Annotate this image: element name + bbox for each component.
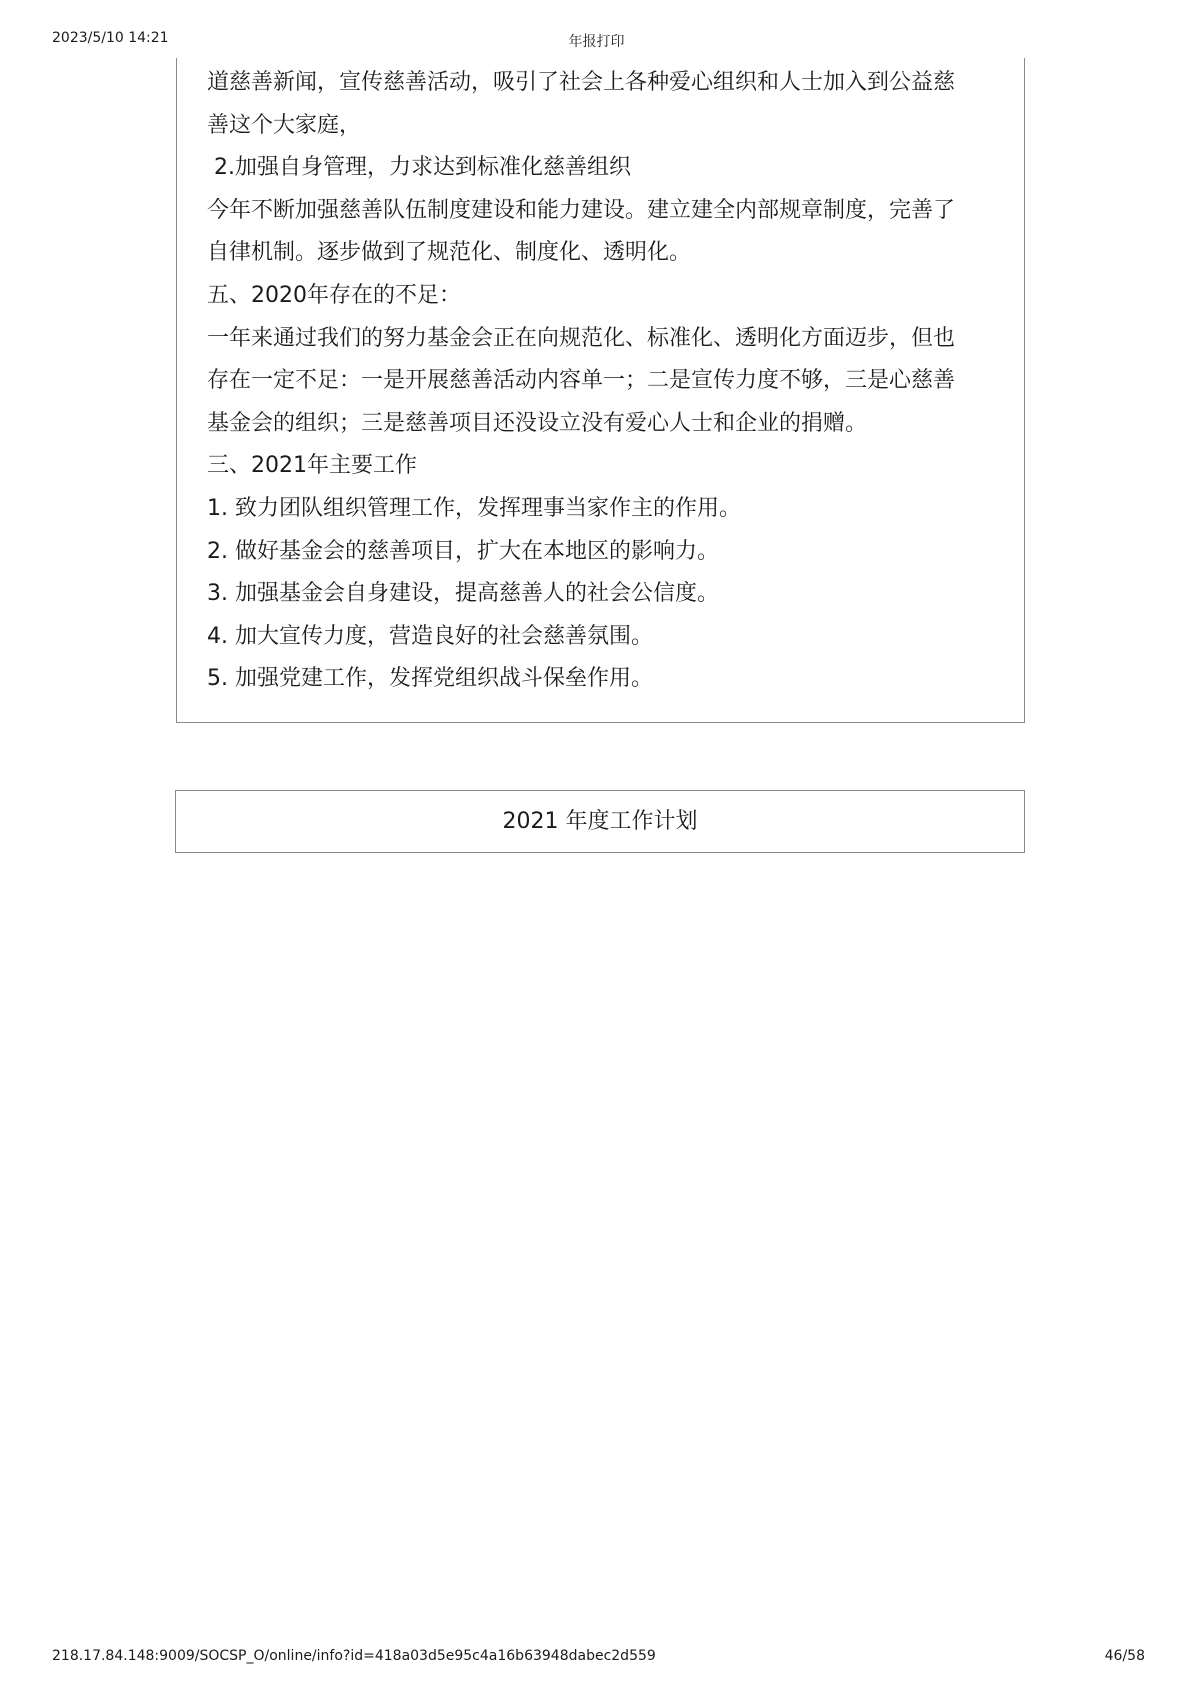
- list-item: 3. 加强基金会自身建设，提高慈善人的社会公信度。: [207, 581, 719, 607]
- section-title: 2021 年度工作计划: [502, 809, 698, 834]
- list-item: 5. 加强党建工作，发挥党组织战斗保垒作用。: [207, 666, 653, 692]
- print-datetime: 2023/5/10 14:21: [52, 30, 169, 46]
- list-item: 1. 致力团队组织管理工作，发挥理事当家作主的作用。: [207, 495, 741, 521]
- list-item: 4. 加大宣传力度，营造良好的社会慈善氛围。: [207, 623, 653, 649]
- section-heading: 三、2021年主要工作: [207, 453, 417, 479]
- text-line: 道慈善新闻，宣传慈善活动，吸引了社会上各种爱心组织和人士加入到公益慈: [207, 70, 956, 95]
- text-line: 存在一定不足：一是开展慈善活动内容单一；二是宣传力度不够，三是心慈善: [207, 368, 956, 394]
- report-text: [207, 62, 997, 701]
- text-line: 2.加强自身管理，力求达到标准化慈善组织: [207, 155, 631, 181]
- text-line: 一年来通过我们的努力基金会正在向规范化、标准化、透明化方面迈步，但也: [207, 325, 956, 351]
- text-line: 今年不断加强慈善队伍制度建设和能力建设。建立建全内部规章制度，完善了: [207, 197, 956, 223]
- text-line: 自律机制。逐步做到了规范化、制度化、透明化。: [207, 240, 692, 266]
- text-line: 基金会的组织；三是慈善项目还没设立没有爱心人士和企业的捐赠。: [207, 410, 868, 436]
- footer-url: 218.17.84.148:9009/SOCSP_O/online/info?id=418a03d5e95c4a16b63948dabec2d559: [52, 1648, 656, 1664]
- page-header-title: 年报打印: [568, 34, 625, 50]
- page-number: 46/58: [1104, 1648, 1145, 1664]
- list-item: 2. 做好基金会的慈善项目，扩大在本地区的影响力。: [207, 538, 719, 564]
- report-content-box: [176, 58, 1025, 723]
- section-title-box: [175, 790, 1025, 853]
- text-line: 善这个大家庭，: [207, 112, 362, 138]
- section-heading: 五、2020年存在的不足：: [207, 282, 461, 308]
